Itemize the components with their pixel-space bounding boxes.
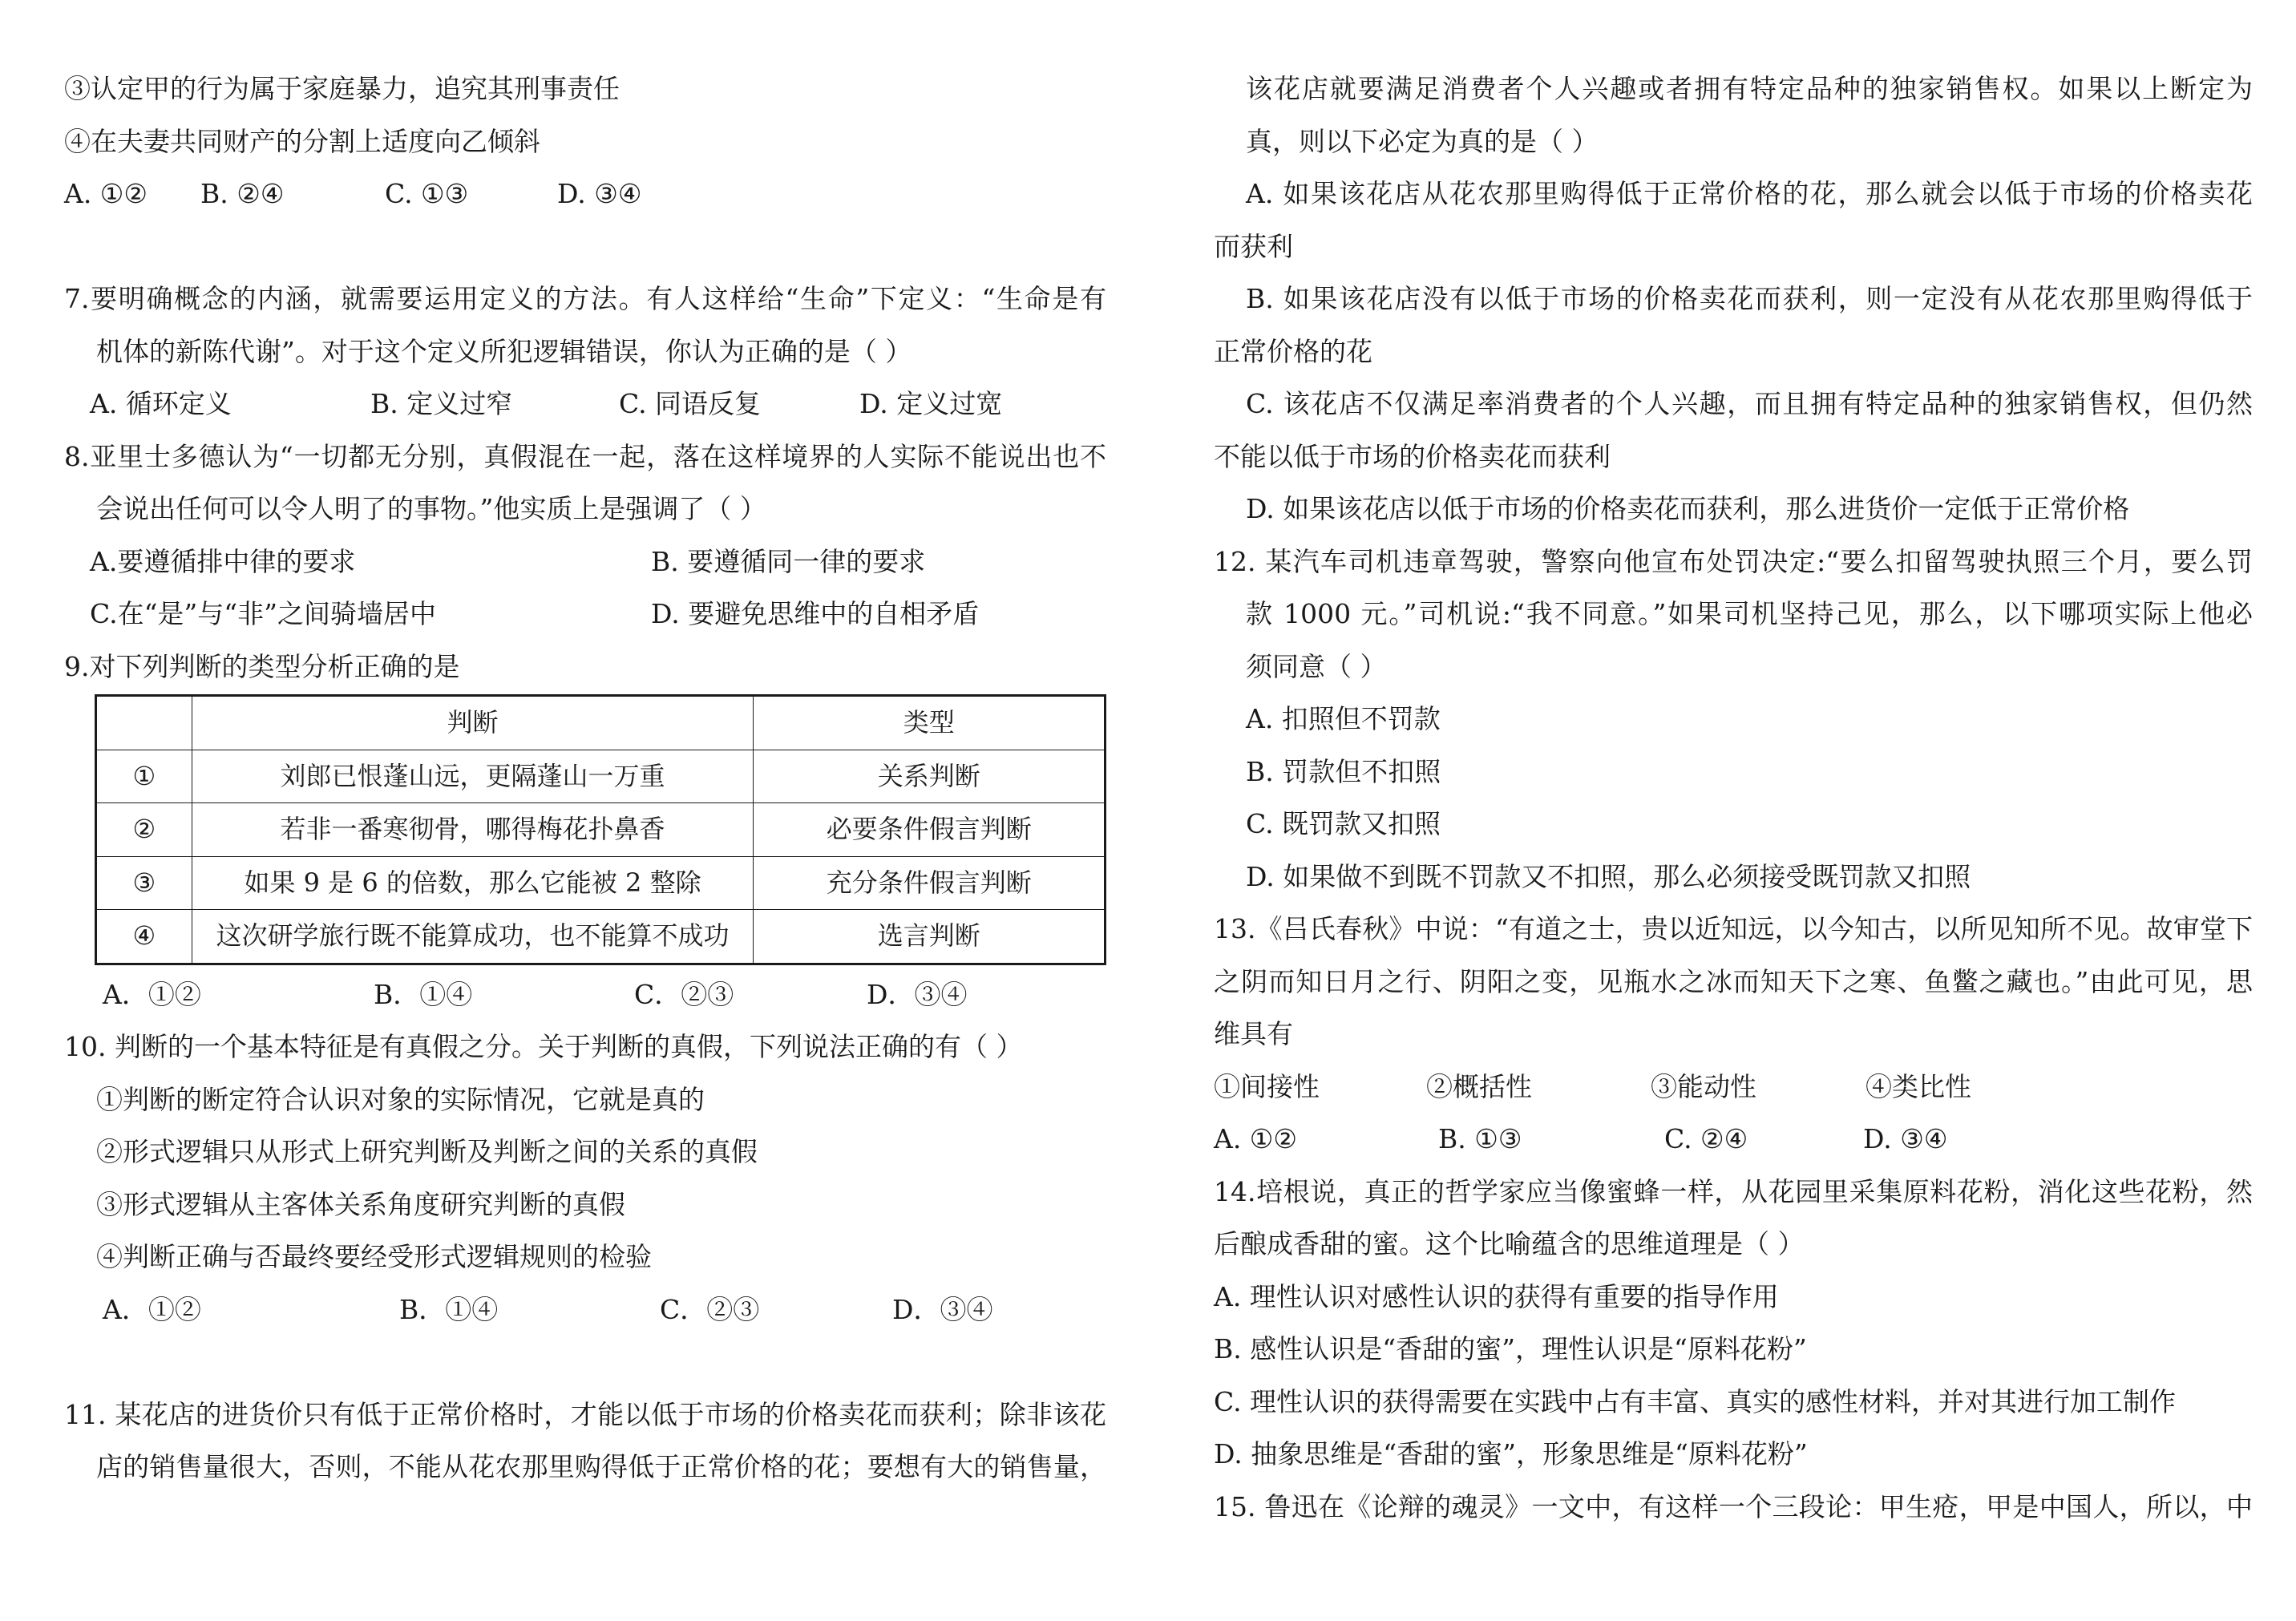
q12-stem-line1: 12. 某汽车司机违章驾驶，警察向他宣布处罚决定:“要么扣留驾驶执照三个月，要么罚 [1214,545,2253,577]
q15-stem-line1: 15. 鲁迅在《论辩的魂灵》一文中，有这样一个三段论：甲生疮，甲是中国人，所以，中 [1214,1490,2253,1522]
q14-option-a[interactable]: A. 理性认识对感性认识的获得有重要的指导作用 [1214,1280,1779,1312]
q9-option-c[interactable]: C．②③ [634,978,734,1010]
q11-stem-line1: 11. 某花店的进货价只有低于正常价格时，才能以低于市场的价格卖花而获利；除非该花 [64,1398,1106,1430]
table-header-cell [96,696,192,750]
table-header-cell: 判断 [192,696,754,750]
q12-stem-line3: 须同意（ ） [1246,650,1387,682]
q11-stem-line2: 店的销售量很大，否则，不能从花农那里购得低于正常价格的花；要想有大的销售量， [96,1451,1106,1482]
table-cell-type: 关系判断 [754,750,1106,803]
q13-item-1: ①间接性 [1214,1070,1320,1102]
table-cell-judgment: 这次研学旅行既不能算成功，也不能算不成功 [192,910,754,964]
q8-option-d[interactable]: D. 要避免思维中的自相矛盾 [651,598,980,629]
q13-items [1214,1061,2253,1114]
table-cell-judgment: 若非一番寒彻骨，哪得梅花扑鼻香 [192,803,754,857]
q13-option-a[interactable]: A. ①② [1214,1123,1297,1154]
table-cell-index: ① [96,750,192,803]
right-column [1214,63,2253,1533]
q7-option-d[interactable]: D. 定义过宽 [859,388,1003,419]
q8-option-b[interactable]: B. 要遵循同一律的要求 [651,545,926,577]
q12-option-d[interactable]: D. 如果做不到既不罚款又不扣照，那么必须接受既罚款又扣照 [1246,860,1971,892]
q13-item-2: ②概括性 [1426,1070,1532,1102]
table-row [96,856,1106,910]
q7-stem-line2: 机体的新陈代谢”。对于这个定义所犯逻辑错误，你认为正确的是（ ） [96,335,912,367]
q10-option-c[interactable]: C．②③ [660,1293,760,1325]
q6-option-a[interactable]: A. ①② [64,178,148,209]
q6-options [64,168,1106,220]
q6-option-c[interactable]: C. ①③ [385,178,469,209]
q7-option-b[interactable]: B. 定义过窄 [370,388,513,419]
table-row [96,803,1106,857]
q12-option-c[interactable]: C. 既罚款又扣照 [1246,808,1441,839]
q8-option-a[interactable]: A.要遵循排中律的要求 [90,545,356,577]
q6-option-b[interactable]: B. ②④ [200,178,285,209]
q12-stem-line2: 款 1000 元。”司机说:“我不同意。”如果司机坚持己见，那么，以下哪项实际上他必 [1246,598,2253,629]
q13-stem-line1: 13.《吕氏春秋》中说：“有道之士，贵以近知远，以今知古，以所见知所不见。故审堂下 [1214,913,2253,944]
table-row [96,910,1106,964]
q14-option-d[interactable]: D. 抽象思维是“香甜的蜜”，形象思维是“原料花粉” [1214,1438,1808,1469]
table-cell-judgment: 刘郎已恨蓬山远，更隔蓬山一万重 [192,750,754,803]
q11-option-a-line2[interactable]: 而获利 [1214,230,1293,262]
table-cell-index: ④ [96,910,192,964]
table-header-row [96,696,1106,750]
table-cell-index: ③ [96,856,192,910]
q11-option-c-line1[interactable]: C. 该花店不仅满足率消费者的个人兴趣，而且拥有特定品种的独家销售权，但仍然 [1246,388,2253,419]
spacer [64,220,1106,273]
q11-stem-line3: 该花店就要满足消费者个人兴趣或者拥有特定品种的独家销售权。如果以上断定为 [1246,73,2253,104]
table-cell-type: 选言判断 [754,910,1106,964]
q12-option-b[interactable]: B. 罚款但不扣照 [1246,755,1441,787]
q8-options-row1 [64,536,1106,588]
q6-option-d[interactable]: D. ③④ [557,178,642,209]
q14-stem-line1: 14.培根说，真正的哲学家应当像蜜蜂一样，从花园里采集原料花粉，消化这些花粉，然 [1214,1175,2253,1207]
q13-option-b[interactable]: B. ①③ [1438,1123,1522,1154]
q9-option-b[interactable]: B．①④ [374,978,473,1010]
q9-judgment-table [95,694,1106,965]
table-cell-type: 充分条件假言判断 [754,856,1106,910]
q13-option-d[interactable]: D. ③④ [1863,1123,1948,1154]
q14-option-b[interactable]: B. 感性认识是“香甜的蜜”，理性认识是“原料花粉” [1214,1333,1807,1364]
q11-option-c-line2[interactable]: 不能以低于市场的价格卖花而获利 [1214,440,1611,472]
q11-option-b-line2[interactable]: 正常价格的花 [1214,335,1372,367]
table-row [96,750,1106,803]
q10-option-d[interactable]: D．③④ [892,1293,993,1325]
q10-options [64,1283,1106,1336]
q13-item-4: ④类比性 [1866,1070,1971,1102]
spacer [64,1336,1106,1389]
q10-item-3: ③形式逻辑从主客体关系角度研究判断的真假 [96,1188,625,1220]
q7-options [64,378,1106,431]
q10-option-a[interactable]: A．①② [103,1293,201,1325]
q10-item-2: ②形式逻辑只从形式上研究判断及判断之间的关系的真假 [96,1136,758,1167]
q11-option-b-line1[interactable]: B. 如果该花店没有以低于市场的价格卖花而获利，则一定没有从花农那里购得低于 [1246,283,2253,314]
q10-stem: 10. 判断的一个基本特征是有真假之分。关于判断的真假，下列说法正确的有（ ） [64,1031,1023,1062]
q7-stem-line1: 7.要明确概念的内涵，就需要运用定义的方法。有人这样给“生命”下定义：“生命是有 [64,283,1106,314]
q9-option-d[interactable]: D．③④ [867,978,968,1010]
q13-item-3: ③能动性 [1651,1070,1756,1102]
q13-stem-line2: 之阴而知日月之行、阴阳之变，见瓶水之冰而知天下之寒、鱼鳖之藏也。”由此可见，思 [1214,965,2253,997]
q6-item-3: ③认定甲的行为属于家庭暴力，追究其刑事责任 [64,73,620,104]
q7-option-c[interactable]: C. 同语反复 [619,388,762,419]
q11-option-d[interactable]: D. 如果该花店以低于市场的价格卖花而获利，那么进货价一定低于正常价格 [1246,493,2130,524]
q10-item-1: ①判断的断定符合认识对象的实际情况，它就是真的 [96,1083,705,1115]
q10-item-4: ④判断正确与否最终要经受形式逻辑规则的检验 [96,1241,652,1272]
q11-option-a-line1[interactable]: A. 如果该花店从花农那里购得低于正常价格的花，那么就会以低于市场的价格卖花 [1246,178,2253,209]
q6-item-4: ④在夫妻共同财产的分割上适度向乙倾斜 [64,125,540,157]
q13-stem-line3: 维具有 [1214,1018,1293,1049]
q13-options [1214,1113,2253,1166]
q10-option-b[interactable]: B．①④ [399,1293,499,1325]
table-header-cell: 类型 [754,696,1106,750]
q8-option-c[interactable]: C.在“是”与“非”之间骑墙居中 [90,598,437,629]
q7-option-a[interactable]: A. 循环定义 [90,388,232,419]
q11-stem-line4: 真，则以下必定为真的是（ ） [1246,125,1599,157]
q9-stem: 9.对下列判断的类型分析正确的是 [64,650,460,682]
q9-options [64,968,1106,1021]
q14-stem-line2: 后酿成香甜的蜜。这个比喻蕴含的思维道理是（ ） [1214,1228,1805,1259]
q14-option-c[interactable]: C. 理性认识的获得需要在实践中占有丰富、真实的感性材料，并对其进行加工制作 [1214,1385,2177,1417]
table-cell-index: ② [96,803,192,857]
table-cell-type: 必要条件假言判断 [754,803,1106,857]
table-cell-judgment: 如果 9 是 6 的倍数，那么它能被 2 整除 [192,856,754,910]
left-column [64,63,1106,1494]
q8-stem-line1: 8.亚里士多德认为“一切都无分别，真假混在一起，落在这样境界的人实际不能说出也不 [64,440,1106,472]
q12-option-a[interactable]: A. 扣照但不罚款 [1246,703,1441,734]
q9-option-a[interactable]: A．①② [103,978,201,1010]
q13-option-c[interactable]: C. ②④ [1664,1123,1748,1154]
q8-stem-line2: 会说出任何可以令人明了的事物。”他实质上是强调了（ ） [96,493,766,524]
q8-options-row2 [64,588,1106,641]
